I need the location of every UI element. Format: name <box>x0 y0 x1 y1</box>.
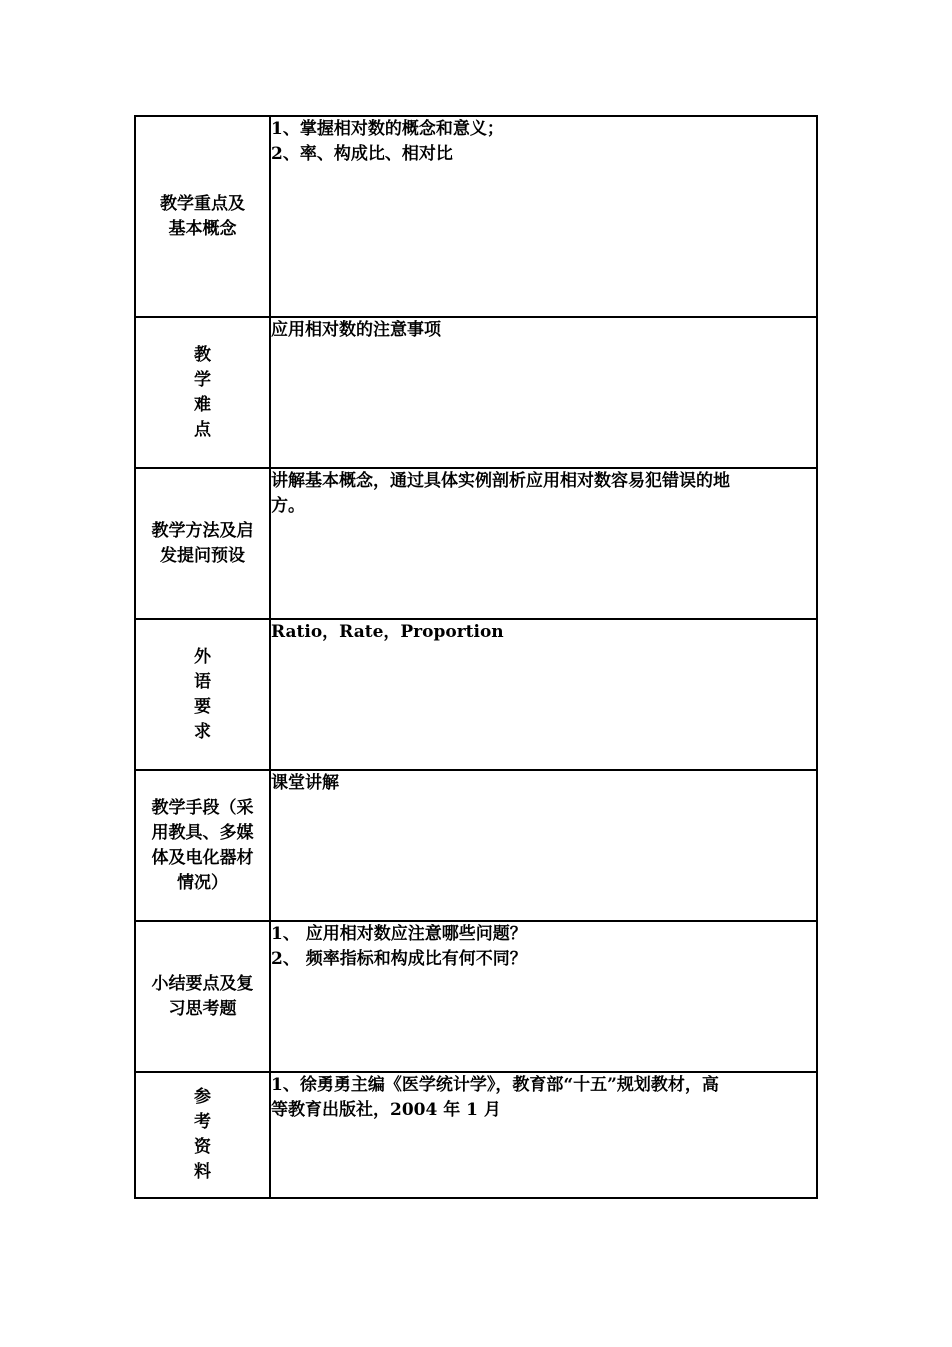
label-line: 点 <box>194 419 211 440</box>
label-line: 发提问预设 <box>160 545 245 566</box>
label-line: 用教具、多媒 <box>151 822 254 843</box>
row-label-difficulties <box>135 317 270 468</box>
table-row <box>135 116 817 317</box>
label-line: 求 <box>194 721 211 742</box>
label-line: 基本概念 <box>168 218 237 239</box>
table-row <box>135 468 817 619</box>
label-line: 语 <box>194 671 211 692</box>
content-line: 应用相对数的注意事项 <box>271 320 441 340</box>
table-row <box>135 921 817 1072</box>
content-line: 方。 <box>271 496 305 516</box>
row-label-key-points <box>135 116 270 317</box>
content-line: Ratio，Rate，Proportion <box>271 622 504 642</box>
row-content-summary-review <box>270 921 817 1072</box>
content-line: 1、 应用相对数应注意哪些问题？ <box>271 924 527 944</box>
content-line: 课堂讲解 <box>271 773 339 793</box>
content-line: 1、掌握相对数的概念和意义； <box>271 119 504 139</box>
label-line: 料 <box>194 1162 211 1182</box>
label-line: 难 <box>194 394 211 415</box>
content-line: 2、 频率指标和构成比有何不同？ <box>271 949 527 969</box>
row-content-key-points <box>270 116 817 317</box>
content-line: 2、率、构成比、相对比 <box>271 144 453 164</box>
row-content-teaching-means <box>270 770 817 921</box>
label-line: 情况） <box>177 872 228 893</box>
label-line: 外 <box>194 646 211 667</box>
label-line: 习思考题 <box>168 998 237 1019</box>
row-content-foreign-language <box>270 619 817 770</box>
label-line: 体及电化器材 <box>151 847 254 868</box>
label-line: 考 <box>194 1112 211 1132</box>
row-label-teaching-methods <box>135 468 270 619</box>
content-line: 1、徐勇勇主编《医学统计学》，教育部“十五”规划教材，高 <box>271 1075 719 1095</box>
table-row <box>135 619 817 770</box>
row-label-summary-review <box>135 921 270 1072</box>
content-line: 等教育出版社，2004 年 1 月 <box>271 1100 501 1120</box>
row-label-references <box>135 1072 270 1198</box>
row-content-difficulties <box>270 317 817 468</box>
row-label-teaching-means <box>135 770 270 921</box>
label-line: 要 <box>194 696 211 717</box>
row-label-foreign-language <box>135 619 270 770</box>
label-line: 教学手段（采 <box>151 797 254 818</box>
label-line: 小结要点及复 <box>151 973 254 994</box>
label-line: 教学重点及 <box>160 193 245 214</box>
table-row <box>135 770 817 921</box>
label-line: 教 <box>194 344 211 365</box>
table-row <box>135 1072 817 1198</box>
label-line: 教学方法及启 <box>151 520 254 541</box>
label-line: 学 <box>194 369 211 390</box>
row-content-references <box>270 1072 817 1198</box>
table-row <box>135 317 817 468</box>
content-line: 讲解基本概念，通过具体实例剖析应用相对数容易犯错误的地 <box>271 471 730 491</box>
label-line: 资 <box>194 1137 211 1157</box>
lesson-plan-table <box>134 115 818 1199</box>
row-content-teaching-methods <box>270 468 817 619</box>
label-line: 参 <box>194 1087 211 1107</box>
